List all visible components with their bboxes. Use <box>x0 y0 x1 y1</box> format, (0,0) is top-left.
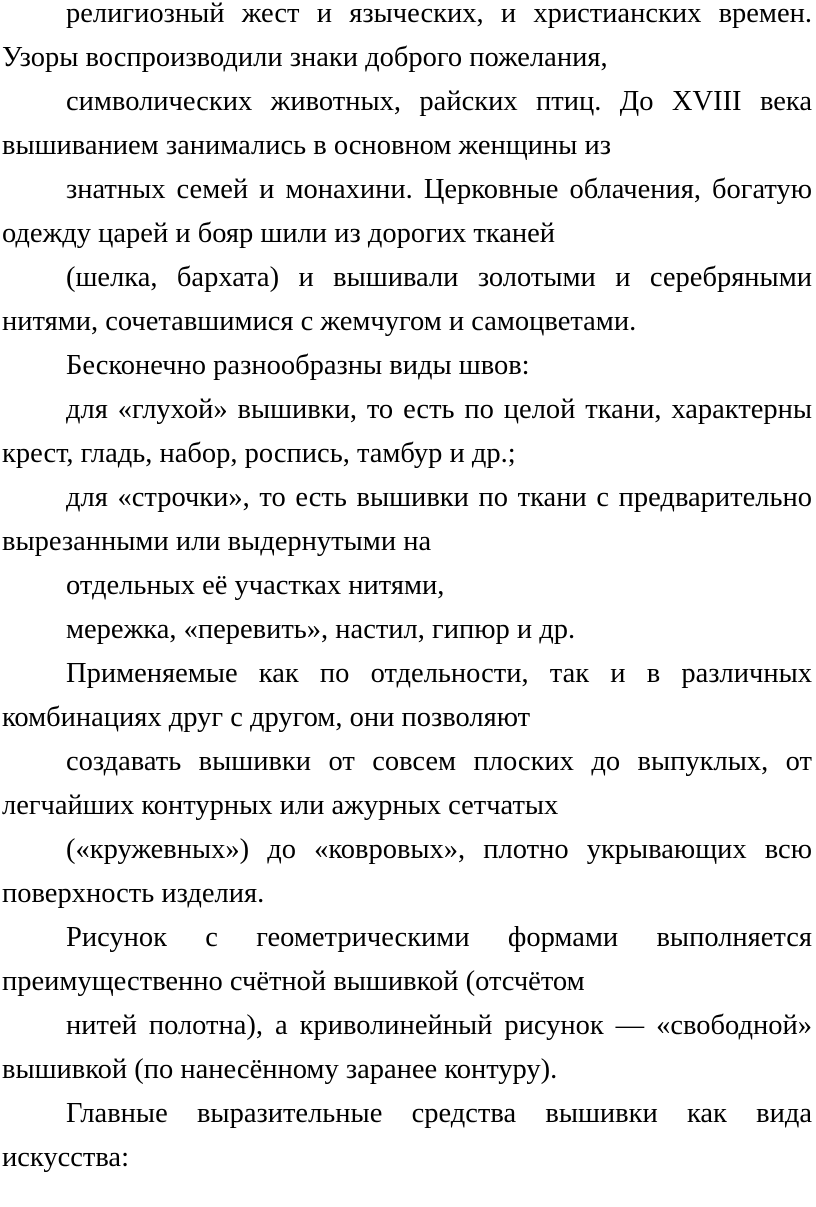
paragraph-13: Рисунок с геометрическими формами выполняется преимущественно счётной вышивкой (отсчётом <box>2 922 812 997</box>
paragraph-8: отдельных её участках нитями, <box>66 570 445 601</box>
paragraph-5: Бесконечно разнообразны виды швов: <box>66 350 530 381</box>
paragraph-9: мережка, «перевить», настил, гипюр и др. <box>66 614 576 645</box>
paragraph-7: для «строчки», то есть вышивки по ткани с предварительно вырезанными или выдернутыми на <box>2 482 812 557</box>
paragraph-14: нитей полотна), а криволинейный рисунок — «свободной» вышивкой (по нанесённому заранее контуру). <box>2 1010 812 1085</box>
paragraph-3: знатных семей и монахини. Церковные облачения, богатую одежду царей и бояр шили из дорогих тканей <box>2 174 812 249</box>
paragraph-11: создавать вышивки от совсем плоских до выпуклых, от легчайших контурных или ажурных сетчатых <box>2 746 812 821</box>
paragraph-6: для «глухой» вышивки, то есть по целой ткани, характерны крест, гладь, набор, роспись, тамбур и др.; <box>2 394 812 469</box>
paragraph-1: религиозный жест и языческих, и христианских времен. Узоры воспроизводили знаки доброго пожелания, <box>2 0 812 73</box>
paragraph-4: (шелка, бархата) и вышивали золотыми и серебряными нитями, сочетавшимися с жемчугом и самоцветами. <box>2 262 812 337</box>
paragraph-2: символических животных, райских птиц. До XVIII века вышиванием занимались в основном женщины из <box>2 86 812 161</box>
paragraph-15: Главные выразительные средства вышивки как вида искусства: <box>2 1098 812 1173</box>
paragraph-10: Применяемые как по отдельности, так и в различных комбинациях друг с другом, они позволяют <box>2 658 812 733</box>
paragraph-12: («кружевных») до «ковровых», плотно укрывающих всю поверхность изделия. <box>2 834 812 909</box>
